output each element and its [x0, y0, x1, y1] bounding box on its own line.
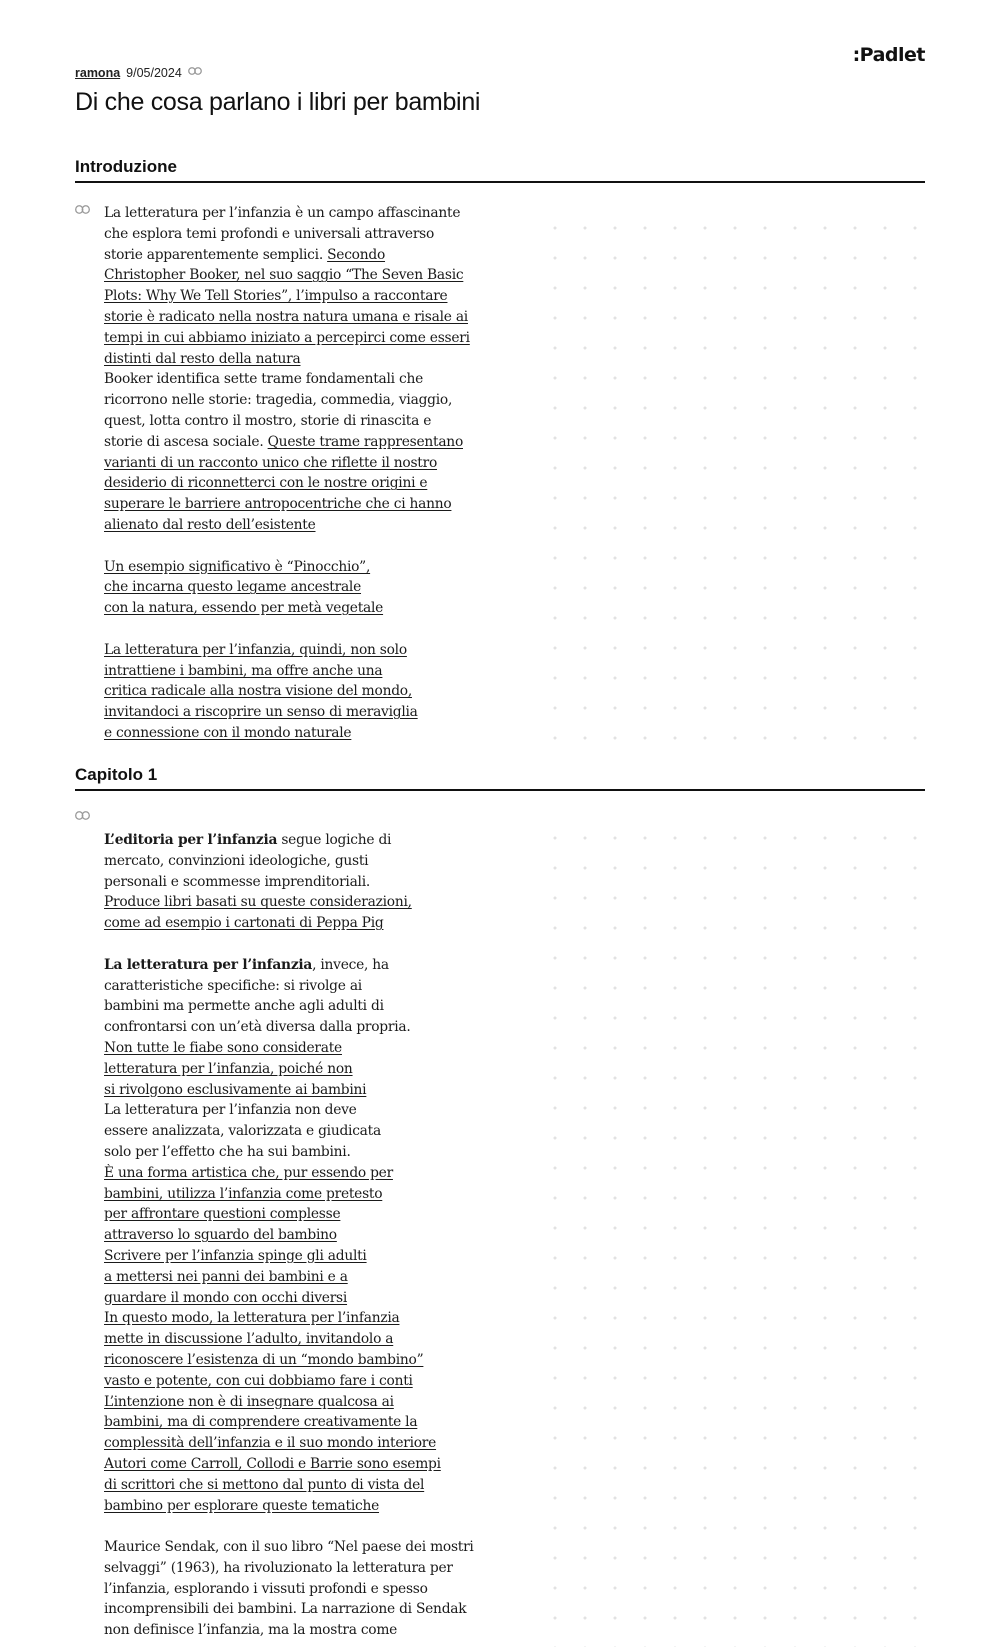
text-link[interactable]: critica radicale alla nostra visione del mondo, — [104, 683, 412, 700]
post-meta — [75, 66, 202, 80]
text-line: l’infanzia, esplorando i vissuti profondi e spesso — [104, 1580, 428, 1597]
text-link[interactable]: storie è radicato nella nostra natura umana e risale ai — [104, 308, 468, 325]
paragraph-spacer — [104, 536, 504, 557]
text-link[interactable]: per affrontare questioni complesse — [104, 1206, 341, 1223]
text-line — [104, 830, 504, 851]
text-line — [104, 432, 504, 453]
text-link[interactable]: Plots: Why We Tell Stories”, l’impulso a raccontare — [104, 288, 448, 305]
text-line: confrontarsi con un’età diversa dalla propria. — [104, 1019, 411, 1036]
text-link[interactable]: L’intenzione non è di insegnare qualcosa ai — [104, 1393, 394, 1410]
link-icon[interactable] — [75, 205, 90, 214]
link-icon[interactable] — [188, 67, 202, 75]
link-icon[interactable] — [75, 811, 90, 820]
text-line: selvaggi” (1963), ha rivoluzionato la letteratura per — [104, 1559, 453, 1576]
text-fragment: , invece, ha — [312, 956, 389, 973]
text-line: bambini ma permette anche agli adulti di — [104, 998, 384, 1015]
paragraph-spacer — [104, 934, 504, 955]
text-link[interactable]: Christopher Booker, nel suo saggio “The Seven Basic — [104, 267, 464, 284]
text-line: La letteratura per l’infanzia non deve — [104, 1102, 357, 1119]
text-line — [104, 245, 504, 266]
text-fragment: storie di ascesa sociale. — [104, 433, 268, 450]
text-line: solo per l’effetto che ha sui bambini. — [104, 1143, 351, 1160]
text-link[interactable]: Scrivere per l’infanzia spinge gli adulti — [104, 1247, 367, 1264]
page-title: Di che cosa parlano i libri per bambini — [75, 88, 481, 116]
text-link[interactable]: È una forma artistica che, pur essendo per — [104, 1164, 393, 1181]
paragraph-spacer — [104, 619, 504, 640]
text-link[interactable]: che incarna questo legame ancestrale — [104, 579, 362, 596]
text-link[interactable]: intrattiene i bambini, ma offre anche una — [104, 662, 383, 679]
text-link[interactable]: con la natura, essendo per metà vegetale — [104, 600, 384, 617]
text-link[interactable]: invitandoci a riscoprire un senso di meraviglia — [104, 704, 418, 721]
text-link[interactable]: La letteratura per l’infanzia, quindi, non solo — [104, 641, 407, 658]
text-link[interactable]: attraverso lo sguardo del bambino — [104, 1227, 337, 1244]
text-fragment: storie apparentemente semplici. — [104, 246, 328, 263]
text-line: incomprensibili dei bambini. La narrazione di Sendak — [104, 1601, 467, 1618]
text-line — [104, 955, 504, 976]
bold-term: La letteratura per l’infanzia — [104, 956, 313, 973]
text-link[interactable]: complessità dell’infanzia e il suo mondo interiore — [104, 1435, 437, 1452]
text-link[interactable]: In questo modo, la letteratura per l’infanzia — [104, 1310, 400, 1327]
bold-term: L’editoria per l’infanzia — [104, 832, 278, 848]
text-link[interactable]: e connessione con il mondo naturale — [104, 724, 352, 741]
text-link[interactable]: bambino per esplorare queste tematiche — [104, 1497, 380, 1514]
text-link[interactable]: desiderio di riconnetterci con le nostre origini e — [104, 475, 428, 492]
text-line: mercato, convinzioni ideologiche, gusti — [104, 852, 369, 869]
text-line: essere analizzata, valorizzata e giudicata — [104, 1123, 381, 1140]
text-link[interactable]: Autori come Carroll, Collodi e Barrie sono esempi — [104, 1455, 441, 1472]
text-link[interactable]: bambini, utilizza l’infanzia come pretesto — [104, 1185, 383, 1202]
padlet-logo: :Padlet — [852, 44, 925, 66]
text-line: Booker identifica sette trame fondamentali che — [104, 371, 423, 388]
text-link[interactable]: mette in discussione l’adulto, invitandolo a — [104, 1331, 394, 1348]
text-link[interactable]: tempi in cui abbiamo iniziato a percepirci come esseri — [104, 329, 470, 346]
text-line: ricorrono nelle storie: tragedia, commedia, viaggio, — [104, 392, 453, 409]
text-link[interactable]: superare le barriere antropocentriche che ci hanno — [104, 496, 452, 513]
text-link[interactable]: Non tutte le fiabe sono considerate — [104, 1039, 342, 1056]
text-link[interactable]: letteratura per l’infanzia, poiché non — [104, 1060, 353, 1077]
author-link[interactable]: ramona — [75, 66, 121, 80]
text-link[interactable]: Queste trame rappresentano — [267, 433, 463, 450]
section-title-introduzione: Introduzione — [75, 157, 925, 183]
capitolo-1-text — [104, 830, 504, 1641]
text-link[interactable]: varianti di un racconto unico che riflette il nostro — [104, 454, 438, 471]
paragraph-spacer — [104, 1516, 504, 1537]
text-line: quest, lotta contro il mostro, storie di rinascita e — [104, 412, 432, 429]
text-link[interactable]: a mettersi nei panni dei bambini e a — [104, 1268, 348, 1285]
text-link[interactable]: distinti dal resto della natura — [104, 350, 301, 367]
text-link[interactable]: riconoscere l’esistenza di un “mondo bambino” — [104, 1351, 424, 1368]
text-link[interactable]: alienato dal resto dell’esistente — [104, 516, 316, 533]
text-link[interactable]: vasto e potente, con cui dobbiamo fare i conti — [104, 1372, 413, 1389]
text-line: che esplora temi profondi e universali attraverso — [104, 225, 435, 242]
text-link[interactable]: guardare il mondo con occhi diversi — [104, 1289, 348, 1306]
text-link[interactable]: Secondo — [327, 246, 386, 263]
text-link[interactable]: Un esempio significativo è “Pinocchio”, — [104, 558, 371, 575]
dotted-canvas-background — [530, 818, 930, 1647]
text-line: personali e scommesse imprenditoriali. — [104, 873, 371, 890]
text-link[interactable]: si rivolgono esclusivamente ai bambini — [104, 1081, 367, 1098]
introduzione-text — [104, 203, 504, 744]
text-link[interactable]: bambini, ma di comprendere creativamente la — [104, 1414, 418, 1431]
text-line: Maurice Sendak, con il suo libro “Nel paese dei mostri — [104, 1539, 474, 1556]
text-link[interactable]: come ad esempio i cartonati di Peppa Pig — [104, 915, 384, 932]
text-line: La letteratura per l’infanzia è un campo affascinante — [104, 205, 461, 221]
text-fragment: segue logiche di — [277, 832, 392, 848]
text-line: caratteristiche specifiche: si rivolge ai — [104, 977, 362, 994]
text-link[interactable]: di scrittori che si mettono dal punto di vista del — [104, 1476, 425, 1493]
text-line: non definisce l’infanzia, ma la mostra come — [104, 1622, 398, 1639]
post-date: 9/05/2024 — [126, 66, 182, 80]
section-title-capitolo-1: Capitolo 1 — [75, 765, 925, 791]
text-link[interactable]: Produce libri basati su queste considerazioni, — [104, 894, 412, 911]
dotted-canvas-background — [530, 208, 930, 743]
